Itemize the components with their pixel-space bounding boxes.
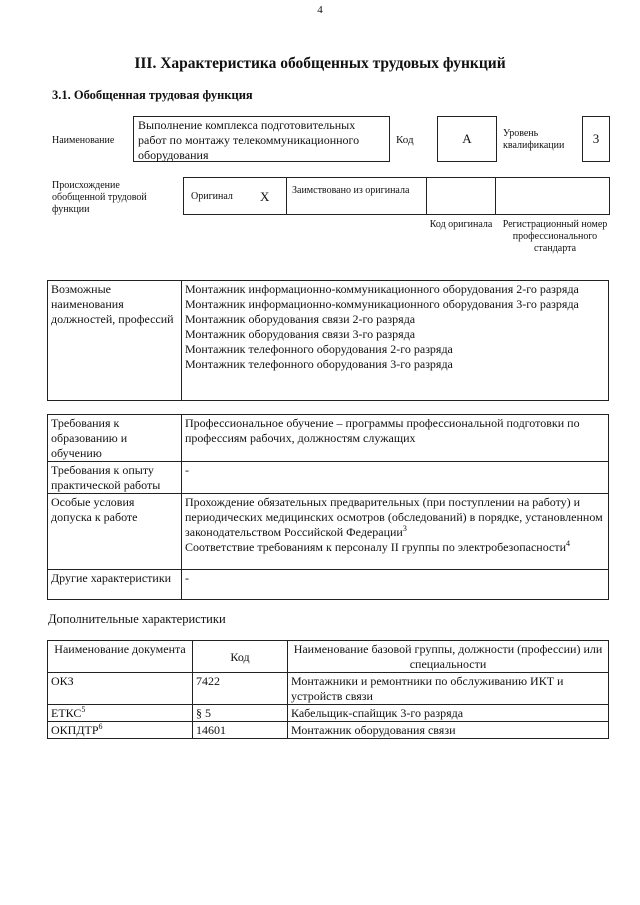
education-value: Профессиональное обучение – программы профессиональной подготовки по профессиям рабочих, должностям служащих (182, 415, 609, 462)
other-value: - (182, 570, 609, 600)
doc-cell (48, 722, 193, 739)
name-cell: Монтажник оборудования связи (288, 722, 609, 739)
experience-value: - (182, 462, 609, 494)
page-number: 4 (317, 4, 323, 16)
col-header-doc: Наименование документа (48, 641, 193, 673)
divider (426, 177, 427, 215)
divider (495, 177, 496, 215)
position-item: Монтажник оборудования связи 2-го разряда (185, 312, 416, 326)
special-conditions-label: Особые условия допуска к работе (48, 494, 182, 570)
original-label: Оригинал (191, 191, 233, 202)
divider (286, 177, 287, 215)
code-original-caption: Код оригинала (429, 219, 493, 230)
col-header-name: Наименование базовой группы, должности (профессии) или специальности (288, 641, 609, 673)
name-label: Наименование (52, 135, 115, 146)
requirements-table (47, 414, 609, 600)
additional-table (47, 640, 609, 739)
code-label: Код (396, 134, 414, 146)
origin-label: Происхождение обобщенной трудовой функции (52, 180, 147, 215)
footnote-mark: 5 (81, 705, 86, 714)
position-item: Монтажник информационно-коммуникационного оборудования 3-го разряда (185, 297, 579, 311)
experience-label: Требования к опыту практической работы (48, 462, 182, 494)
table-row (48, 705, 609, 722)
name-cell: Кабельщик-спайщик 3-го разряда (288, 705, 609, 722)
doc-cell (48, 705, 193, 722)
positions-table (47, 280, 609, 401)
education-label: Требования к образованию и обучению (48, 415, 182, 462)
footnote-mark: 6 (98, 722, 103, 731)
doc-name: ОКПДТР (51, 723, 99, 737)
code-cell: 14601 (193, 722, 288, 739)
doc-name: ОКЗ (51, 674, 74, 688)
additional-title: Дополнительные характеристики (48, 612, 226, 626)
code-cell: 7422 (193, 673, 288, 705)
origin-box (183, 177, 610, 215)
name-value: Выполнение комплекса подготовительных работ по монтажу телекоммуникационного оборудования (133, 116, 390, 162)
subsection-title: 3.1. Обобщенная трудовая функция (52, 88, 253, 102)
footnote-mark: 4 (566, 539, 571, 548)
col-header-code: Код (193, 641, 288, 673)
doc-name: ЕТКС (51, 706, 82, 720)
position-item: Монтажник оборудования связи 3-го разряда (185, 327, 416, 341)
special-condition-text: Соответствие требованиям к персоналу II группы по электробезопасности (185, 540, 567, 554)
code-value: А (437, 116, 497, 162)
original-mark: Х (260, 189, 270, 204)
code-cell: § 5 (193, 705, 288, 722)
positions-list (182, 281, 609, 401)
table-row (48, 722, 609, 739)
position-item: Монтажник телефонного оборудования 3-го разряда (185, 357, 453, 371)
reg-number-caption: Регистрационный номер профессионального стандарта (502, 219, 608, 254)
position-item: Монтажник телефонного оборудования 2-го разряда (185, 342, 453, 356)
table-row (48, 673, 609, 705)
other-label: Другие характеристики (48, 570, 182, 600)
position-item: Монтажник информационно-коммуникационного оборудования 2-го разряда (185, 282, 579, 296)
name-cell: Монтажники и ремонтники по обслуживанию ИКТ и устройств связи (288, 673, 609, 705)
doc-cell (48, 673, 193, 705)
special-condition-text: Прохождение обязательных предварительных (при поступлении на работу) и периодических медицинских осмотров (обследований) в порядке, установленном законодательством Российской Федерации (185, 495, 603, 539)
borrowed-label: Заимствовано из оригинала (292, 185, 410, 196)
special-conditions-value (182, 494, 609, 570)
level-value: 3 (582, 116, 610, 162)
footnote-mark: 3 (402, 524, 407, 533)
level-label: Уровень квалификации (503, 128, 565, 151)
positions-label: Возможные наименования должностей, профессий (48, 281, 182, 401)
section-title: III. Характеристика обобщенных трудовых функций (134, 55, 506, 72)
